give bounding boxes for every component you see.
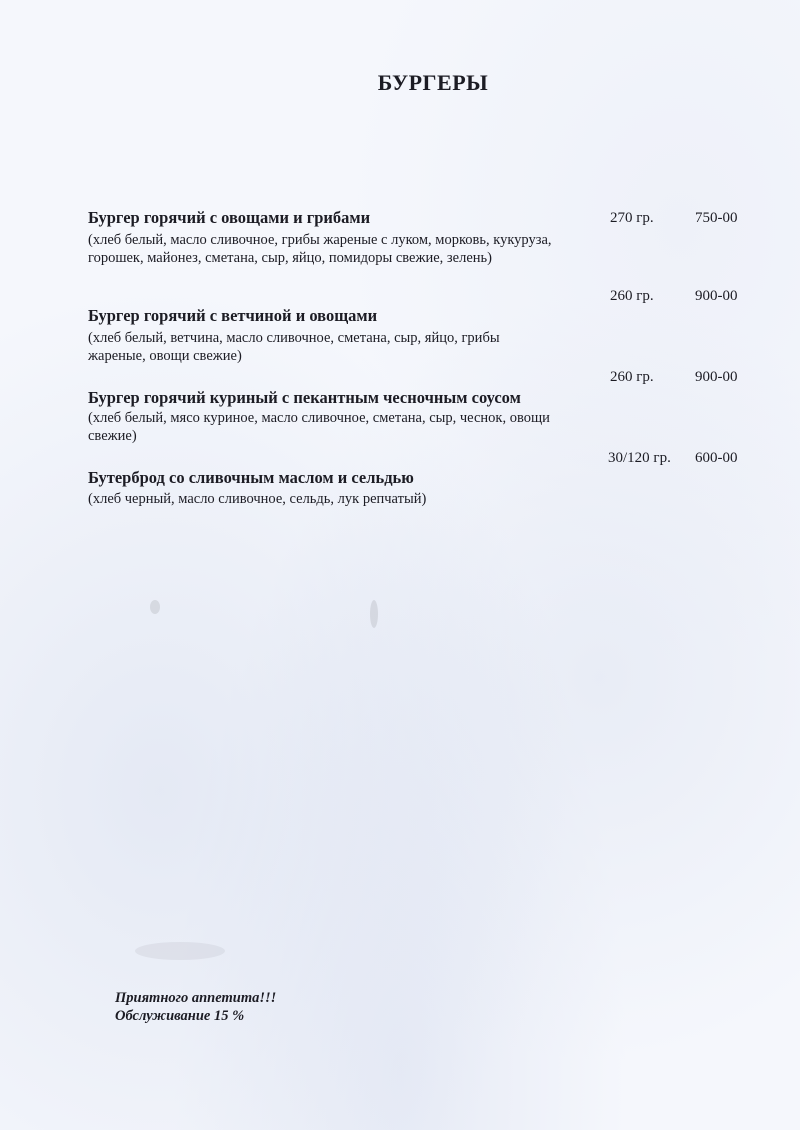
menu-item-name: Бургер горячий с ветчиной и овощами (88, 306, 378, 325)
footer-greeting: Приятного аппетита!!! (115, 990, 277, 1006)
menu-item-name: Бутерброд со сливочным маслом и сельдью (88, 468, 414, 487)
page-title: БУРГЕРЫ (377, 70, 489, 95)
menu-item-name: Бургер горячий куриный с пекантным чесночным соусом (88, 388, 521, 407)
menu-item-price: 900-00 (695, 369, 738, 385)
menu-item-description: (хлеб белый, ветчина, масло сливочное, сметана, сыр, яйцо, грибы жареные, овощи свежие) (88, 330, 500, 364)
menu-item-description: (хлеб белый, мясо куриное, масло сливочное, сметана, сыр, чеснок, овощи свежие) (88, 410, 550, 444)
scan-smudge (370, 600, 378, 628)
menu-item-description: (хлеб черный, масло сливочное, сельдь, лук репчатый) (88, 491, 427, 507)
menu-item-name: Бургер горячий с овощами и грибами (88, 208, 371, 227)
menu-item-description: (хлеб белый, масло сливочное, грибы жареные с луком, морковь, кукуруза, горошек, майонез, сметана, сыр, яйцо, помидоры свежие, зелень) (88, 232, 552, 266)
menu-item-weight: 260 гр. (610, 288, 654, 304)
scan-smudge (150, 600, 160, 614)
menu-item-price: 600-00 (695, 450, 738, 466)
menu-item-price: 750-00 (695, 210, 738, 226)
menu-item-weight: 30/120 гр. (608, 450, 671, 466)
menu-item-weight: 260 гр. (610, 369, 654, 385)
menu-item-price: 900-00 (695, 288, 738, 304)
menu-item-weight: 270 гр. (610, 210, 654, 226)
footer-service-charge: Обслуживание 15 % (115, 1008, 245, 1024)
scan-smudge (135, 942, 225, 960)
